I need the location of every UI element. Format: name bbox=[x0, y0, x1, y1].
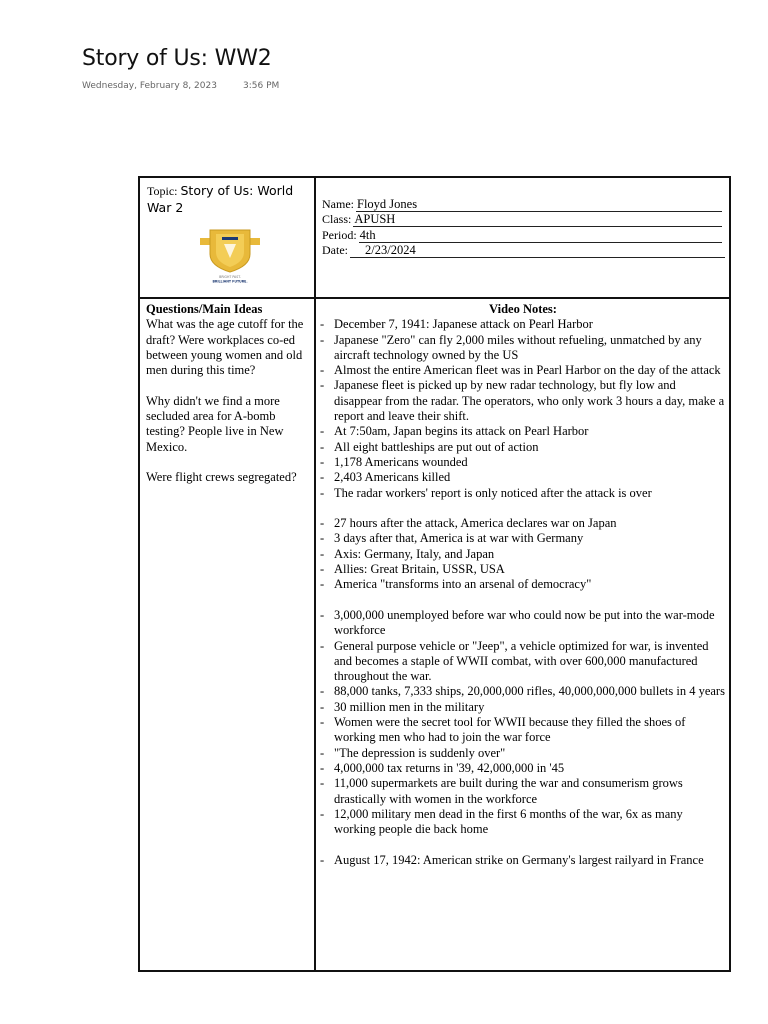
note-item: - Women were the secret tool for WWII because they filled the shoes of working men who had to join the war force bbox=[320, 715, 726, 746]
crest-tagline: BRIGHT PAST. bbox=[219, 275, 241, 279]
questions-column bbox=[146, 302, 311, 501]
note-item: - The radar workers' report is only noticed after the attack is over bbox=[320, 486, 726, 501]
date-field[interactable]: 2/23/2024 bbox=[350, 244, 725, 258]
name-label: Name: bbox=[322, 196, 354, 211]
note-item: - Almost the entire American fleet was in Pearl Harbor on the day of the attack bbox=[320, 363, 726, 378]
note-item: - "The depression is suddenly over" bbox=[320, 746, 726, 761]
notes-group bbox=[320, 608, 726, 837]
topic-value: Story of Us: World War 2 bbox=[147, 183, 294, 215]
note-item: - At 7:50am, Japan begins its attack on Pearl Harbor bbox=[320, 424, 726, 439]
notes-header: Video Notes: bbox=[489, 302, 557, 316]
class-label: Class: bbox=[322, 212, 352, 226]
page-time: 3:56 PM bbox=[243, 81, 280, 91]
note-item: - Allies: Great Britain, USSR, USA bbox=[320, 562, 726, 577]
note-item: - 1,178 Americans wounded bbox=[320, 455, 726, 470]
cornell-notes-sheet bbox=[138, 176, 731, 972]
note-item: - December 7, 1941: Japanese attack on Pearl Harbor bbox=[320, 317, 726, 332]
note-item: - 27 hours after the attack, America declares war on Japan bbox=[320, 516, 726, 531]
video-notes-column bbox=[320, 302, 726, 883]
note-item: - Japanese fleet is picked up by new radar technology, but fly low and disappear from the radar. The operators, who only work 3 hours a day, make a report and leave their shift. bbox=[320, 378, 726, 424]
topic-block bbox=[147, 182, 312, 216]
note-item: - August 17, 1942: American strike on Germany's largest railyard in France bbox=[320, 853, 726, 868]
note-item: - 3 days after that, America is at war with Germany bbox=[320, 531, 726, 546]
class-row bbox=[322, 212, 722, 228]
student-info bbox=[322, 196, 722, 258]
notes-group bbox=[320, 853, 726, 868]
name-row bbox=[322, 196, 722, 212]
period-row bbox=[322, 227, 722, 243]
note-item: - All eight battleships are put out of action bbox=[320, 440, 726, 455]
question-item: Why didn't we find a more secluded area for A-bomb testing? People live in New Mexico. bbox=[146, 393, 284, 454]
date-row bbox=[322, 243, 722, 259]
notes-group bbox=[320, 317, 726, 501]
topic-label: Topic: bbox=[147, 184, 181, 198]
header-divider bbox=[140, 297, 729, 299]
note-item: - General purpose vehicle or "Jeep", a vehicle optimized for war, is invented and becomes a staple of WWII combat, with over 600,000 manufactured throughout the war. bbox=[320, 639, 726, 685]
note-item: - Japanese "Zero" can fly 2,000 miles without refueling, unmatched by any aircraft technology owned by the US bbox=[320, 333, 726, 364]
questions-header: Questions/Main Ideas bbox=[146, 302, 263, 316]
note-item: - 4,000,000 tax returns in '39, 42,000,000 in '45 bbox=[320, 761, 726, 776]
crest-bar bbox=[222, 237, 238, 240]
class-field[interactable]: APUSH bbox=[353, 213, 722, 227]
date-label: Date: bbox=[322, 243, 348, 257]
school-crest-icon bbox=[196, 224, 264, 286]
period-label: Period: bbox=[322, 227, 357, 242]
note-item: - 2,403 Americans killed bbox=[320, 470, 726, 485]
note-item: - 12,000 military men dead in the first 6 months of the war, 6x as many working people die back home bbox=[320, 807, 726, 838]
name-field[interactable]: Floyd Jones bbox=[356, 198, 722, 212]
note-item: - Axis: Germany, Italy, and Japan bbox=[320, 547, 726, 562]
notes-group bbox=[320, 516, 726, 592]
question-item: Were flight crews segregated? bbox=[146, 470, 297, 485]
note-item: - 3,000,000 unemployed before war who could now be put into the war-mode workforce bbox=[320, 608, 726, 639]
question-item: What was the age cutoff for the draft? Were workplaces co-ed between young women and old men during this time? bbox=[146, 317, 304, 378]
period-field[interactable]: 4th bbox=[359, 229, 722, 243]
note-item: - 88,000 tanks, 7,333 ships, 20,000,000 rifles, 40,000,000,000 bullets in 4 years bbox=[320, 684, 726, 699]
page-date: Wednesday, February 8, 2023 bbox=[82, 81, 217, 91]
crest-tagline-2: BRILLIANT FUTURE. bbox=[212, 279, 248, 284]
note-item: - America "transforms into an arsenal of democracy" bbox=[320, 577, 726, 592]
note-item: - 11,000 supermarkets are built during the war and consumerism grows drastically with women in the workforce bbox=[320, 776, 726, 807]
notes-body bbox=[320, 317, 726, 868]
page-title: Story of Us: WW2 bbox=[82, 46, 272, 71]
note-item: - 30 million men in the military bbox=[320, 700, 726, 715]
